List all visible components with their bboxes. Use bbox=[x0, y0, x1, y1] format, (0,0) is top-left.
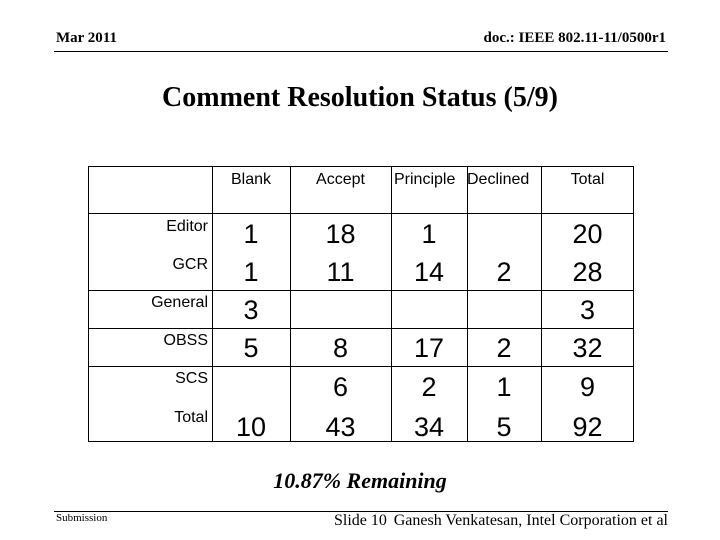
col-header-total: Total bbox=[570, 171, 605, 188]
cell-declined-gcr: 2 bbox=[496, 257, 512, 287]
cell-total-obss: 32 bbox=[572, 333, 603, 363]
footer-submission: Submission bbox=[56, 512, 108, 524]
row-label-editor: Editor bbox=[166, 218, 208, 235]
col-header-accept: Accept bbox=[316, 171, 365, 188]
row-label-total: Total bbox=[174, 409, 208, 426]
cell-total-scs: 9 bbox=[579, 372, 596, 402]
col-header-principle: Principle bbox=[394, 171, 456, 188]
row-label-obss: OBSS bbox=[163, 332, 208, 349]
cell-accept-obss: 8 bbox=[332, 333, 349, 363]
row-label-scs: SCS bbox=[175, 370, 208, 387]
cell-declined-scs: 1 bbox=[496, 372, 512, 402]
cell-declined-total: 5 bbox=[496, 412, 512, 442]
cell-accept-gcr: 11 bbox=[326, 257, 355, 287]
cell-accept-editor: 18 bbox=[325, 219, 356, 249]
cell-accept-scs: 6 bbox=[332, 372, 349, 402]
cell-declined-obss: 2 bbox=[496, 333, 512, 363]
remaining-status: 10.87% Remaining bbox=[273, 468, 447, 493]
cell-principle-obss: 17 bbox=[413, 333, 445, 363]
cell-principle-editor: 1 bbox=[421, 219, 437, 249]
header-rule bbox=[54, 51, 668, 52]
footer-slide-number: Slide 10 bbox=[334, 512, 387, 529]
cell-total-general: 3 bbox=[579, 295, 596, 325]
cell-blank-total: 10 bbox=[235, 412, 267, 442]
cell-total-gcr: 28 bbox=[572, 257, 603, 287]
table-divider-h1 bbox=[88, 213, 634, 214]
row-label-gcr: GCR bbox=[172, 256, 208, 273]
table-divider-h2 bbox=[88, 290, 634, 291]
col-header-blank: Blank bbox=[230, 171, 272, 188]
header-doc-id: doc.: IEEE 802.11-11/0500r1 bbox=[483, 30, 666, 46]
col-header-declined: Declined bbox=[467, 171, 530, 188]
cell-principle-gcr: 14 bbox=[413, 257, 445, 287]
row-label-general: General bbox=[151, 294, 208, 311]
cell-blank-gcr: 1 bbox=[243, 257, 259, 287]
footer-author: Ganesh Venkatesan, Intel Corporation et al bbox=[393, 512, 668, 529]
cell-principle-scs: 2 bbox=[421, 372, 437, 402]
cell-accept-total: 43 bbox=[325, 412, 356, 442]
header-date: Mar 2011 bbox=[56, 30, 117, 46]
slide-title: Comment Resolution Status (5/9) bbox=[162, 82, 558, 113]
table-divider-h3 bbox=[88, 328, 634, 329]
cell-blank-editor: 1 bbox=[243, 219, 259, 249]
cell-total-total: 92 bbox=[572, 412, 603, 442]
cell-principle-total: 34 bbox=[413, 412, 445, 442]
cell-total-editor: 20 bbox=[572, 219, 603, 249]
table-divider-h4 bbox=[88, 366, 634, 367]
cell-blank-general: 3 bbox=[243, 295, 259, 325]
cell-blank-obss: 5 bbox=[243, 333, 259, 363]
